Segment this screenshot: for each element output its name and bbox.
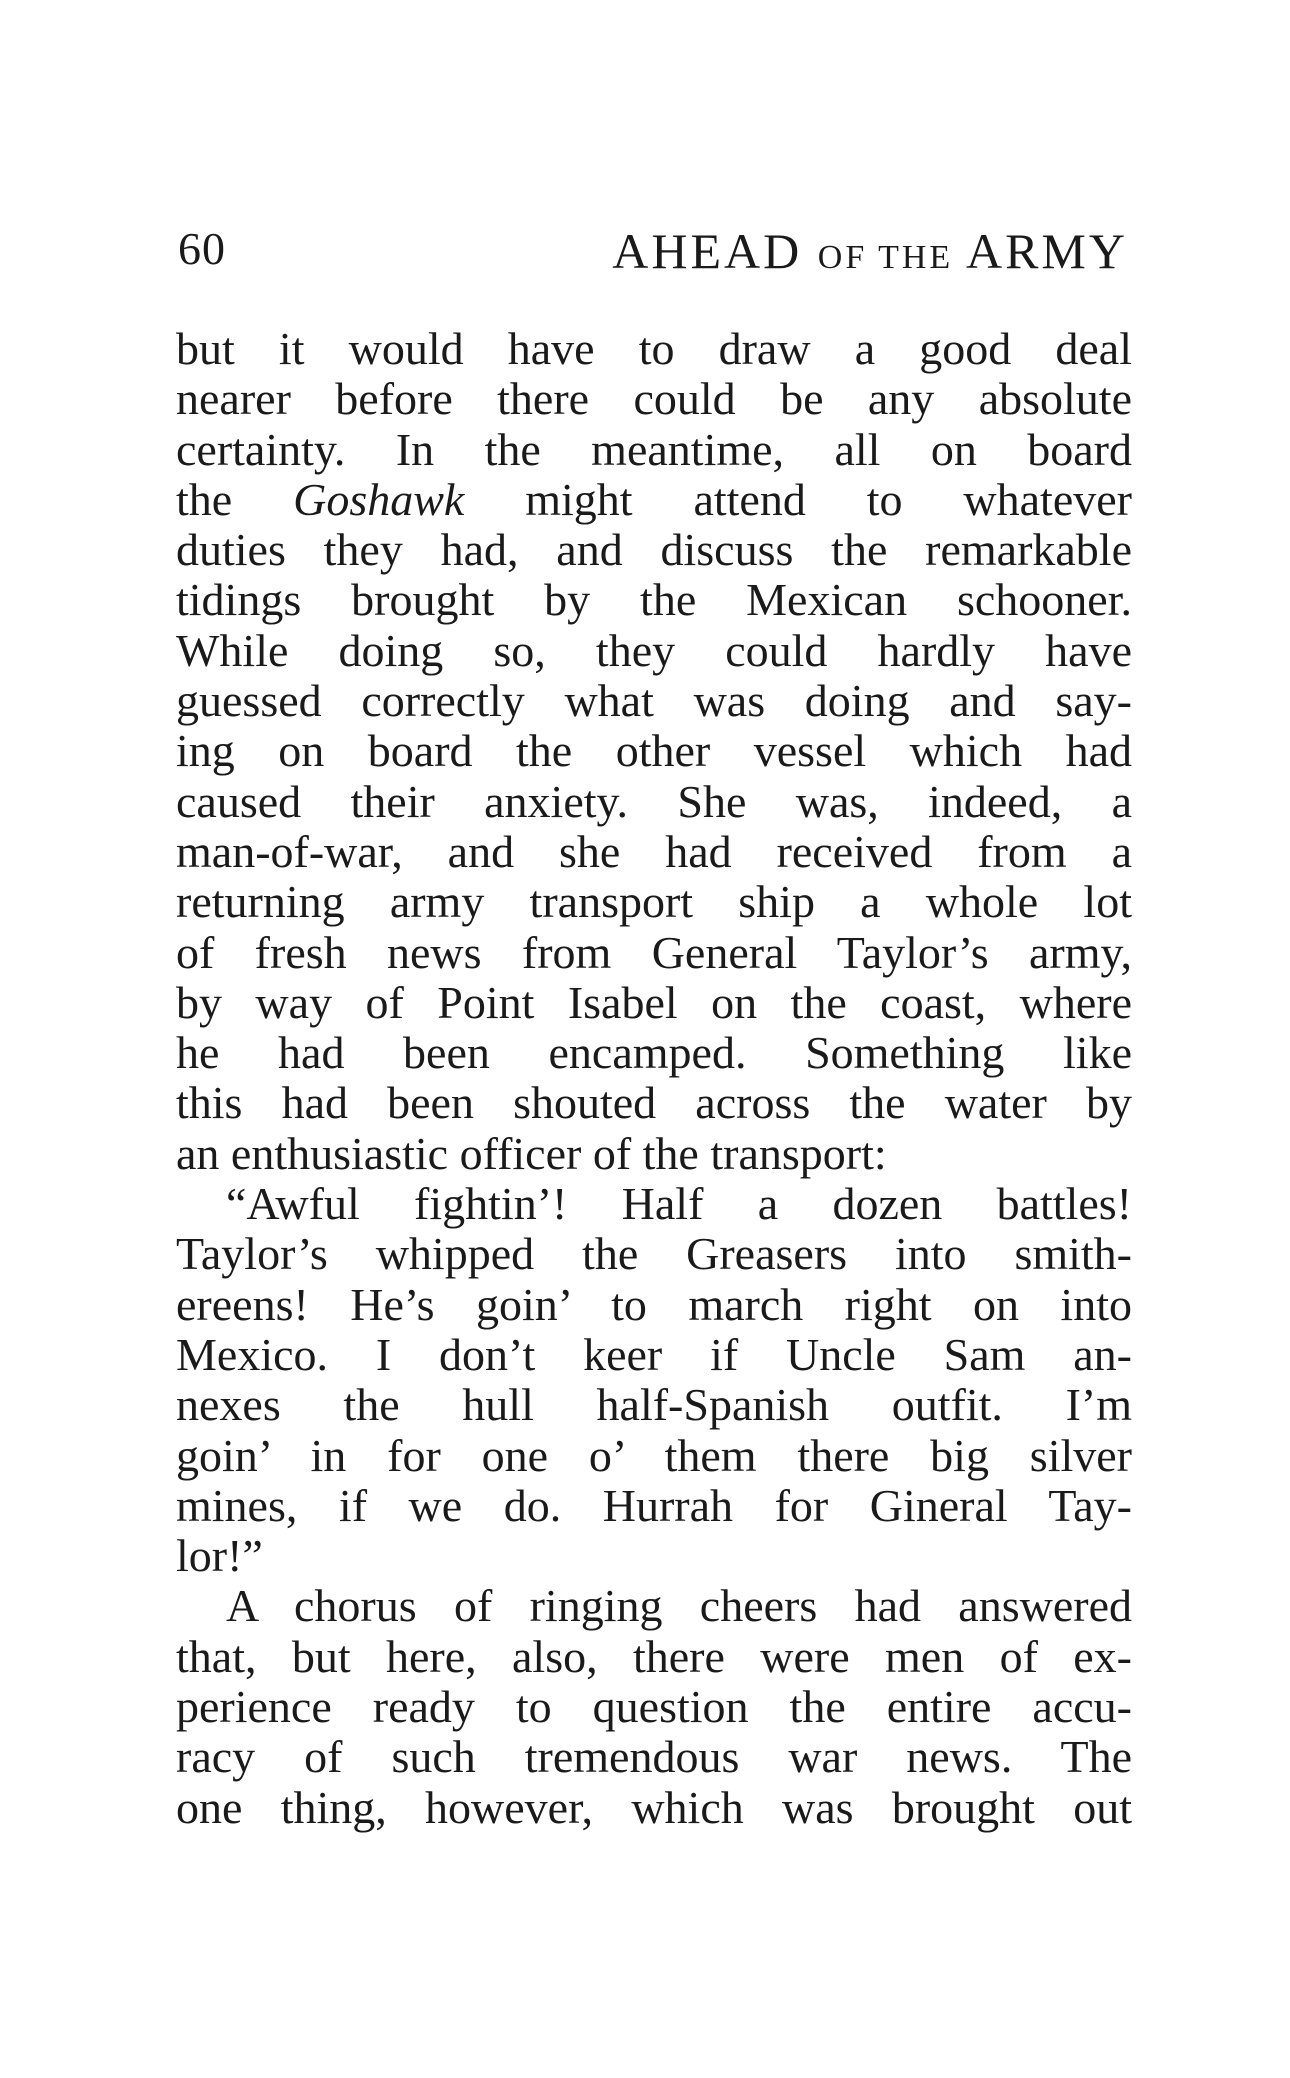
text-line: nearer before there could be any absolute: [176, 374, 1132, 425]
page-header: [178, 222, 1128, 292]
text-line: While doing so, they could hardly have: [176, 625, 1132, 676]
text-line: certainty. In the meantime, all on board: [176, 424, 1132, 475]
body-text: [176, 324, 1132, 1833]
text-line: Mexico. I don’t keer if Uncle Sam an-: [176, 1329, 1132, 1380]
text-line: Taylor’s whipped the Greasers into smith-: [176, 1229, 1132, 1280]
text-line: by way of Point Isabel on the coast, where: [176, 977, 1132, 1028]
text-line: goin’ in for one o’ them there big silver: [176, 1430, 1132, 1481]
running-head: [612, 222, 1128, 280]
text-line: but it would have to draw a good deal: [176, 324, 1132, 374]
text-line: nexes the hull half-Spanish outfit. I’m: [176, 1380, 1132, 1431]
text-segment: the: [176, 474, 294, 525]
text-line: of fresh news from General Taylor’s army,: [176, 927, 1132, 978]
text-line: “Awful fightin’! Half a dozen battles!: [226, 1179, 1132, 1230]
text-line: ereens! He’s goin’ to march right on into: [176, 1279, 1132, 1330]
page-number: 60: [178, 223, 226, 274]
text-line: lor!”: [176, 1531, 263, 1582]
text-line: [176, 475, 1132, 525]
text-line: he had been encamped. Something like: [176, 1028, 1132, 1079]
text-line: ing on board the other vessel which had: [176, 726, 1132, 777]
text-line: mines, if we do. Hurrah for Gineral Tay-: [176, 1480, 1132, 1531]
text-line: caused their anxiety. She was, indeed, a: [176, 776, 1132, 827]
text-line: one thing, however, which was brought out: [176, 1782, 1132, 1833]
running-head-word-of-the: OF THE: [817, 239, 954, 276]
text-line: duties they had, and discuss the remarkable: [176, 525, 1132, 576]
running-head-word-army: ARMY: [965, 223, 1128, 279]
text-line: perience ready to question the entire accu-: [176, 1682, 1132, 1733]
text-line: that, but here, also, there were men of ex-: [176, 1631, 1132, 1682]
text-segment: might attend to whatever: [464, 474, 1132, 525]
text-line: returning army transport ship a whole lot: [176, 877, 1132, 928]
text-line: racy of such tremendous war news. The: [176, 1732, 1132, 1783]
text-line: tidings brought by the Mexican schooner.: [176, 575, 1132, 626]
text-line: an enthusiastic officer of the transport:: [176, 1128, 887, 1179]
text-line: man-of-war, and she had received from a: [176, 826, 1132, 877]
text-line: A chorus of ringing cheers had answered: [226, 1581, 1132, 1632]
text-line: guessed correctly what was doing and say-: [176, 676, 1132, 727]
running-head-word-ahead: AHEAD: [612, 223, 803, 279]
text-line: this had been shouted across the water by: [176, 1078, 1132, 1129]
ship-name-italic: Goshawk: [293, 474, 465, 525]
